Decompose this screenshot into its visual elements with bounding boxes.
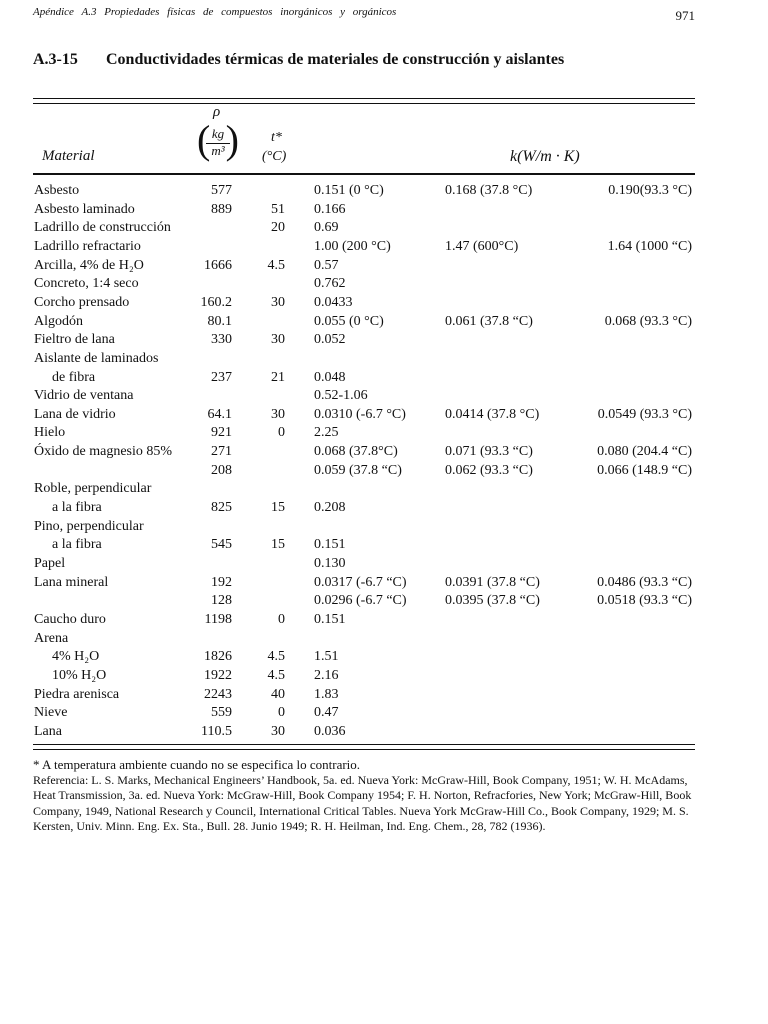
cell-conductivity-3: 0.190(93.3 °C) — [608, 183, 692, 198]
cell-conductivity-3: 1.64 (1000 “C) — [607, 238, 692, 254]
cell-conductivity-1: 0.69 — [314, 220, 339, 236]
cell-material: Nieve — [34, 705, 68, 721]
table-row — [0, 313, 768, 331]
column-header-conductivity: k(W/m · K) — [510, 148, 580, 165]
cell-material: Corcho prensado — [34, 294, 130, 310]
cell-material: Lana — [34, 723, 62, 739]
cell-conductivity-1: 0.0433 — [314, 294, 353, 310]
cell-material: Arcilla, 4% de H₂O — [34, 257, 144, 273]
cell-conductivity-3: 0.0518 (93.3 “C) — [597, 593, 692, 609]
table-row — [0, 574, 768, 592]
cell-material: Fieltro de lana — [34, 332, 115, 348]
cell-density: 271 — [211, 444, 232, 460]
table-row — [0, 182, 768, 200]
column-header-temperature-symbol: t* — [271, 130, 282, 145]
cell-material: 4% H₂O — [52, 649, 100, 665]
table-row — [0, 424, 768, 442]
cell-material: Hielo — [34, 425, 66, 441]
cell-density: 1922 — [204, 667, 232, 683]
table-row — [0, 331, 768, 349]
table-row — [0, 462, 768, 480]
cell-material: Piedra arenisca — [34, 686, 120, 702]
cell-conductivity-1: 0.055 (0 °C) — [314, 313, 384, 329]
cell-density: 1198 — [204, 611, 232, 627]
header-rule — [33, 173, 695, 175]
cell-conductivity-3: 0.080 (204.4 “C) — [597, 444, 692, 460]
running-title: Apéndice A.3 Propiedades físicas de compuestos inorgánicos y orgánicos — [33, 6, 397, 18]
table-row — [0, 406, 768, 424]
cell-conductivity-1: 0.048 — [314, 369, 346, 385]
cell-density: 64.1 — [207, 406, 232, 422]
table-row — [0, 667, 768, 685]
table-row — [0, 723, 768, 741]
cell-conductivity-1: 0.0296 (-6.7 “C) — [314, 593, 407, 609]
cell-material: Algodón — [34, 313, 83, 329]
cell-material: Vidrio de ventana — [34, 388, 134, 404]
table-row — [0, 275, 768, 293]
column-header-density-unit — [197, 117, 239, 166]
cell-density: 80.1 — [207, 313, 232, 329]
cell-conductivity-1: 0.036 — [314, 723, 346, 739]
table-row — [0, 704, 768, 722]
cell-temperature: 0 — [278, 705, 285, 721]
cell-material: a la fibra — [52, 537, 102, 553]
cell-temperature: 0 — [278, 611, 285, 627]
cell-density: 160.2 — [200, 294, 232, 310]
column-header-material: Material — [42, 148, 95, 164]
cell-material: Roble, perpendicular — [34, 481, 152, 497]
table-number: A.3-15 — [33, 51, 78, 68]
cell-temperature: 40 — [271, 686, 285, 702]
table-row — [0, 257, 768, 275]
column-header-density-symbol: ρ — [213, 104, 221, 120]
cell-conductivity-1: 0.762 — [314, 276, 346, 292]
cell-density: 110.5 — [201, 723, 232, 739]
cell-temperature: 4.5 — [267, 667, 285, 683]
table-row — [0, 686, 768, 704]
cell-temperature: 30 — [271, 406, 285, 422]
cell-material: Óxido de magnesio 85% — [34, 444, 173, 460]
cell-density: 128 — [211, 593, 232, 609]
cell-conductivity-1: 1.51 — [314, 649, 339, 665]
table-row — [0, 387, 768, 405]
top-rule — [33, 98, 695, 99]
cell-material: Asbesto — [34, 183, 80, 198]
running-header — [33, 6, 695, 26]
cell-temperature: 30 — [271, 332, 285, 348]
cell-density: 921 — [211, 425, 232, 441]
cell-density: 208 — [211, 462, 232, 478]
table-row — [0, 518, 768, 536]
cell-density: 1826 — [204, 649, 232, 665]
page-number: 971 — [675, 8, 695, 23]
cell-density: 889 — [211, 201, 232, 217]
cell-temperature: 30 — [271, 723, 285, 739]
cell-material: Asbesto laminado — [34, 201, 135, 217]
cell-conductivity-1: 0.57 — [314, 257, 339, 273]
cell-conductivity-2: 0.168 (37.8 °C) — [445, 183, 533, 198]
table-row — [0, 648, 768, 666]
cell-conductivity-1: 0.052 — [314, 332, 346, 348]
table-row — [0, 555, 768, 573]
cell-density: 2243 — [204, 686, 232, 702]
cell-material: Lana de vidrio — [34, 406, 116, 422]
cell-density: 559 — [211, 705, 232, 721]
cell-conductivity-3: 0.0549 (93.3 °C) — [597, 406, 692, 422]
footnote-reference: Referencia: L. S. Marks, Mechanical Engineers’ Handbook, 5a. ed. Nueva York: McGraw-Hill, Book Company, 1951; W. H. McAdams, Heat Transmission, 3a. ed. Nueva York: McGraw-Hill, Book Company 1954; F. H. Norton, Refracfories, New York; McGraw-Hill, Book Company, 1949, National Research y Council, International Critical Tables. Nueva York McGraw-Hill Co., Book Company, 1929; M. S. Kersten, Univ. Minn. Eng. Ex. Sta., Bull. 28. Junio 1949; R. H. Heilman, Ind. Eng. Chem., 28, 782 (1936). — [33, 772, 692, 833]
cell-material: Aislante de laminados — [34, 350, 159, 366]
table-row — [0, 443, 768, 461]
table-row — [0, 201, 768, 219]
cell-conductivity-2: 1.47 (600°C) — [445, 238, 519, 254]
cell-density: 330 — [211, 332, 232, 348]
cell-conductivity-1: 0.068 (37.8°C) — [314, 444, 398, 460]
close-paren: ) — [225, 117, 239, 162]
cell-conductivity-1: 1.00 (200 °C) — [314, 238, 391, 254]
cell-conductivity-2: 0.062 (93.3 “C) — [445, 462, 533, 478]
cell-density: 1666 — [204, 257, 232, 273]
cell-conductivity-2: 0.071 (93.3 “C) — [445, 444, 533, 460]
cell-temperature: 0 — [278, 425, 285, 441]
bottom-rule-double — [33, 749, 695, 750]
table-title: Conductividades térmicas de materiales de construcción y aislantes — [106, 51, 565, 68]
cell-temperature: 30 — [271, 294, 285, 310]
cell-conductivity-1: 0.0310 (-6.7 °C) — [314, 406, 406, 422]
cell-conductivity-1: 0.0317 (-6.7 “C) — [314, 574, 407, 590]
cell-conductivity-2: 0.0414 (37.8 °C) — [445, 406, 540, 422]
cell-material: Ladrillo de construcción — [34, 220, 171, 236]
cell-conductivity-1: 2.16 — [314, 667, 339, 683]
cell-material: Arena — [34, 630, 69, 646]
cell-material: Caucho duro — [34, 611, 106, 627]
cell-material: Concreto, 1:4 seco — [34, 276, 139, 292]
table-caption — [33, 51, 564, 69]
cell-conductivity-1: 0.151 (0 °C) — [314, 183, 384, 198]
table-row — [0, 536, 768, 554]
cell-conductivity-1: 0.208 — [314, 500, 346, 516]
table-row — [0, 480, 768, 498]
cell-material: de fibra — [52, 369, 96, 385]
cell-conductivity-1: 0.47 — [314, 705, 339, 721]
table-row — [0, 219, 768, 237]
cell-temperature: 15 — [271, 537, 285, 553]
table-row — [0, 238, 768, 256]
cell-conductivity-1: 0.130 — [314, 556, 346, 571]
cell-density: 545 — [211, 537, 232, 553]
table-row — [0, 592, 768, 610]
unit-denominator: m³ — [211, 142, 225, 158]
cell-material: Papel — [34, 556, 66, 571]
cell-conductivity-2: 0.0391 (37.8 “C) — [445, 574, 540, 590]
cell-conductivity-1: 2.25 — [314, 425, 339, 441]
table-row — [0, 369, 768, 387]
cell-temperature: 21 — [271, 369, 285, 385]
top-rule-double — [33, 103, 695, 104]
cell-material: a la fibra — [52, 500, 102, 516]
footnote-note: * A temperatura ambiente cuando no se especifica lo contrario. — [33, 757, 361, 772]
cell-conductivity-1: 1.83 — [314, 686, 339, 702]
cell-conductivity-3: 0.066 (148.9 “C) — [597, 462, 692, 478]
cell-conductivity-1: 0.151 — [314, 611, 346, 627]
cell-conductivity-1: 0.52-1.06 — [314, 388, 368, 404]
cell-conductivity-2: 0.0395 (37.8 “C) — [445, 593, 540, 609]
cell-conductivity-3: 0.0486 (93.3 “C) — [597, 574, 692, 590]
bottom-rule — [33, 744, 695, 745]
cell-density: 192 — [211, 574, 232, 590]
table-row — [0, 350, 768, 368]
cell-material: Pino, perpendicular — [34, 518, 144, 534]
table-row — [0, 611, 768, 629]
cell-material: Ladrillo refractario — [34, 238, 141, 254]
cell-material: 10% H₂O — [52, 667, 107, 683]
footnote — [33, 757, 695, 835]
table-row — [0, 294, 768, 312]
cell-temperature: 20 — [271, 220, 285, 236]
cell-temperature: 15 — [271, 500, 285, 516]
cell-conductivity-1: 0.166 — [314, 201, 346, 217]
cell-conductivity-1: 0.151 — [314, 537, 346, 553]
cell-temperature: 51 — [271, 201, 285, 217]
unit-numerator: kg — [206, 127, 230, 144]
table-row — [0, 630, 768, 648]
cell-temperature: 4.5 — [267, 649, 285, 665]
table-row — [0, 499, 768, 517]
open-paren: ( — [197, 117, 211, 162]
cell-density: 577 — [211, 183, 232, 198]
cell-material: Lana mineral — [34, 574, 109, 590]
cell-conductivity-2: 0.061 (37.8 “C) — [445, 313, 533, 329]
cell-density: 237 — [211, 369, 232, 385]
cell-density: 825 — [211, 500, 232, 516]
cell-conductivity-1: 0.059 (37.8 “C) — [314, 462, 402, 478]
column-header-temperature-unit: (°C) — [262, 149, 287, 164]
cell-conductivity-3: 0.068 (93.3 °C) — [604, 313, 692, 329]
cell-temperature: 4.5 — [267, 257, 285, 273]
